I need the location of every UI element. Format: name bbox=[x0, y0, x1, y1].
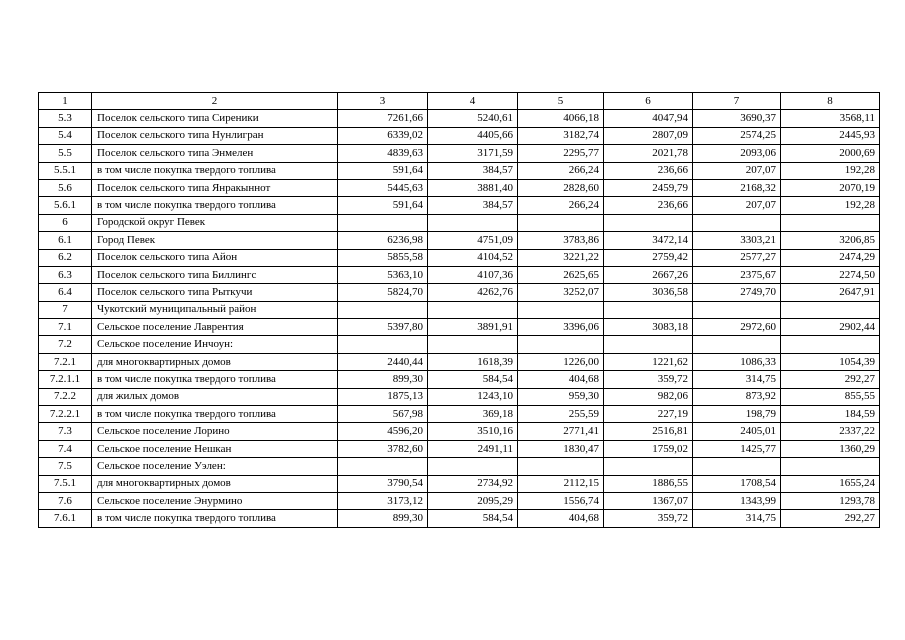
value-cell: 2168,32 bbox=[693, 179, 781, 196]
value-cell: 3783,86 bbox=[518, 232, 604, 249]
table-body bbox=[39, 93, 880, 528]
row-number: 6.2 bbox=[39, 249, 92, 266]
row-name: Поселок сельского типа Айон bbox=[92, 249, 338, 266]
value-cell: 1243,10 bbox=[428, 388, 518, 405]
row-name: Сельское поселение Энурмино bbox=[92, 492, 338, 509]
value-cell bbox=[604, 458, 693, 475]
value-cell: 2734,92 bbox=[428, 475, 518, 492]
value-cell bbox=[781, 458, 880, 475]
value-cell bbox=[428, 214, 518, 231]
value-cell: 2667,26 bbox=[604, 266, 693, 283]
document-sheet bbox=[38, 92, 879, 528]
value-cell: 873,92 bbox=[693, 388, 781, 405]
row-name: Сельское поселение Лаврентия bbox=[92, 319, 338, 336]
value-cell: 404,68 bbox=[518, 510, 604, 527]
row-name: Поселок сельского типа Энмелен bbox=[92, 145, 338, 162]
value-cell: 2828,60 bbox=[518, 179, 604, 196]
value-cell: 1618,39 bbox=[428, 353, 518, 370]
value-cell: 2459,79 bbox=[604, 179, 693, 196]
row-number: 7.2.1 bbox=[39, 353, 92, 370]
value-cell: 3568,11 bbox=[781, 110, 880, 127]
value-cell: 3221,22 bbox=[518, 249, 604, 266]
value-cell: 1655,24 bbox=[781, 475, 880, 492]
value-cell: 2749,70 bbox=[693, 284, 781, 301]
row-number: 7.6.1 bbox=[39, 510, 92, 527]
table-row bbox=[39, 371, 880, 388]
value-cell: 2577,27 bbox=[693, 249, 781, 266]
value-cell: 4839,63 bbox=[338, 145, 428, 162]
value-cell: 1086,33 bbox=[693, 353, 781, 370]
value-cell: 2474,29 bbox=[781, 249, 880, 266]
row-name: Сельское поселение Инчоун: bbox=[92, 336, 338, 353]
value-cell bbox=[693, 301, 781, 318]
value-cell: 2491,11 bbox=[428, 440, 518, 457]
value-cell: 1759,02 bbox=[604, 440, 693, 457]
value-cell: 384,57 bbox=[428, 197, 518, 214]
table-row bbox=[39, 353, 880, 370]
value-cell bbox=[338, 336, 428, 353]
value-cell: 2375,67 bbox=[693, 266, 781, 283]
value-cell: 2647,91 bbox=[781, 284, 880, 301]
row-number: 6.4 bbox=[39, 284, 92, 301]
value-cell: 5363,10 bbox=[338, 266, 428, 283]
value-cell: 2574,25 bbox=[693, 127, 781, 144]
value-cell: 4751,09 bbox=[428, 232, 518, 249]
value-cell: 3782,60 bbox=[338, 440, 428, 457]
row-number: 7.1 bbox=[39, 319, 92, 336]
value-cell: 2445,93 bbox=[781, 127, 880, 144]
row-name: Поселок сельского типа Биллингс bbox=[92, 266, 338, 283]
value-cell: 2902,44 bbox=[781, 319, 880, 336]
value-cell: 198,79 bbox=[693, 406, 781, 423]
table-row bbox=[39, 266, 880, 283]
value-cell: 1221,62 bbox=[604, 353, 693, 370]
row-number: 5.6 bbox=[39, 179, 92, 196]
value-cell: 236,66 bbox=[604, 197, 693, 214]
value-cell: 584,54 bbox=[428, 371, 518, 388]
value-cell: 2440,44 bbox=[338, 353, 428, 370]
value-cell bbox=[428, 301, 518, 318]
table-row bbox=[39, 458, 880, 475]
value-cell bbox=[518, 214, 604, 231]
row-number: 7.2.1.1 bbox=[39, 371, 92, 388]
row-number: 5.4 bbox=[39, 127, 92, 144]
value-cell: 404,68 bbox=[518, 371, 604, 388]
value-cell bbox=[781, 301, 880, 318]
value-cell: 567,98 bbox=[338, 406, 428, 423]
row-number: 7.5.1 bbox=[39, 475, 92, 492]
value-cell bbox=[518, 301, 604, 318]
value-cell: 899,30 bbox=[338, 371, 428, 388]
row-number: 7.2.2.1 bbox=[39, 406, 92, 423]
value-cell: 2095,29 bbox=[428, 492, 518, 509]
row-name: Город Певек bbox=[92, 232, 338, 249]
value-cell: 2000,69 bbox=[781, 145, 880, 162]
value-cell bbox=[518, 336, 604, 353]
value-cell: 855,55 bbox=[781, 388, 880, 405]
row-name: для многоквартирных домов bbox=[92, 475, 338, 492]
row-name: Поселок сельского типа Янракыннот bbox=[92, 179, 338, 196]
value-cell bbox=[338, 214, 428, 231]
table-row bbox=[39, 440, 880, 457]
row-number: 7.4 bbox=[39, 440, 92, 457]
value-cell: 959,30 bbox=[518, 388, 604, 405]
value-cell: 5445,63 bbox=[338, 179, 428, 196]
value-cell bbox=[693, 458, 781, 475]
value-cell: 899,30 bbox=[338, 510, 428, 527]
value-cell bbox=[693, 214, 781, 231]
column-number: 7 bbox=[693, 93, 781, 110]
column-number: 3 bbox=[338, 93, 428, 110]
value-cell: 2972,60 bbox=[693, 319, 781, 336]
value-cell: 314,75 bbox=[693, 371, 781, 388]
value-cell: 5240,61 bbox=[428, 110, 518, 127]
row-name: Поселок сельского типа Нунлигран bbox=[92, 127, 338, 144]
value-cell: 3690,37 bbox=[693, 110, 781, 127]
value-cell: 5855,58 bbox=[338, 249, 428, 266]
row-name: для жилых домов bbox=[92, 388, 338, 405]
column-number: 6 bbox=[604, 93, 693, 110]
row-number: 6 bbox=[39, 214, 92, 231]
value-cell: 3036,58 bbox=[604, 284, 693, 301]
value-cell: 292,27 bbox=[781, 371, 880, 388]
value-cell: 369,18 bbox=[428, 406, 518, 423]
value-cell: 359,72 bbox=[604, 371, 693, 388]
row-name: в том числе покупка твердого топлива bbox=[92, 510, 338, 527]
value-cell: 591,64 bbox=[338, 197, 428, 214]
column-number: 5 bbox=[518, 93, 604, 110]
value-cell: 3252,07 bbox=[518, 284, 604, 301]
value-cell: 2337,22 bbox=[781, 423, 880, 440]
value-cell: 1226,00 bbox=[518, 353, 604, 370]
table-row bbox=[39, 284, 880, 301]
value-cell: 3206,85 bbox=[781, 232, 880, 249]
value-cell bbox=[428, 336, 518, 353]
value-cell: 7261,66 bbox=[338, 110, 428, 127]
table-row bbox=[39, 249, 880, 266]
row-name: в том числе покупка твердого топлива bbox=[92, 162, 338, 179]
value-cell: 255,59 bbox=[518, 406, 604, 423]
row-number: 6.1 bbox=[39, 232, 92, 249]
value-cell: 982,06 bbox=[604, 388, 693, 405]
tariff-table bbox=[38, 92, 880, 528]
table-row bbox=[39, 406, 880, 423]
value-cell: 207,07 bbox=[693, 197, 781, 214]
value-cell: 3173,12 bbox=[338, 492, 428, 509]
value-cell: 2112,15 bbox=[518, 475, 604, 492]
value-cell: 2759,42 bbox=[604, 249, 693, 266]
row-number: 5.3 bbox=[39, 110, 92, 127]
table-row bbox=[39, 388, 880, 405]
value-cell: 292,27 bbox=[781, 510, 880, 527]
row-name: Сельское поселение Нешкан bbox=[92, 440, 338, 457]
value-cell bbox=[604, 336, 693, 353]
column-number: 2 bbox=[92, 93, 338, 110]
value-cell bbox=[693, 336, 781, 353]
row-name: Городской округ Певек bbox=[92, 214, 338, 231]
value-cell: 384,57 bbox=[428, 162, 518, 179]
value-cell: 184,59 bbox=[781, 406, 880, 423]
table-row bbox=[39, 232, 880, 249]
value-cell: 266,24 bbox=[518, 162, 604, 179]
value-cell bbox=[604, 214, 693, 231]
value-cell: 1875,13 bbox=[338, 388, 428, 405]
value-cell: 2070,19 bbox=[781, 179, 880, 196]
row-name: Сельское поселение Уэлен: bbox=[92, 458, 338, 475]
value-cell: 207,07 bbox=[693, 162, 781, 179]
value-cell: 266,24 bbox=[518, 197, 604, 214]
value-cell: 3881,40 bbox=[428, 179, 518, 196]
table-row bbox=[39, 127, 880, 144]
value-cell: 2021,78 bbox=[604, 145, 693, 162]
value-cell: 314,75 bbox=[693, 510, 781, 527]
table-row bbox=[39, 197, 880, 214]
column-number: 8 bbox=[781, 93, 880, 110]
value-cell: 3790,54 bbox=[338, 475, 428, 492]
row-number: 7.5 bbox=[39, 458, 92, 475]
value-cell bbox=[604, 301, 693, 318]
value-cell: 2405,01 bbox=[693, 423, 781, 440]
value-cell bbox=[518, 458, 604, 475]
value-cell: 4596,20 bbox=[338, 423, 428, 440]
value-cell: 4047,94 bbox=[604, 110, 693, 127]
table-row bbox=[39, 492, 880, 509]
value-cell: 2516,81 bbox=[604, 423, 693, 440]
value-cell: 3182,74 bbox=[518, 127, 604, 144]
row-number: 7.2.2 bbox=[39, 388, 92, 405]
value-cell bbox=[338, 301, 428, 318]
value-cell: 1886,55 bbox=[604, 475, 693, 492]
row-name: Поселок сельского типа Рыткучи bbox=[92, 284, 338, 301]
column-number: 4 bbox=[428, 93, 518, 110]
value-cell: 227,19 bbox=[604, 406, 693, 423]
row-number: 7 bbox=[39, 301, 92, 318]
value-cell: 236,66 bbox=[604, 162, 693, 179]
table-row bbox=[39, 510, 880, 527]
value-cell: 3396,06 bbox=[518, 319, 604, 336]
row-name: для многоквартирных домов bbox=[92, 353, 338, 370]
column-number: 1 bbox=[39, 93, 92, 110]
row-number: 5.5 bbox=[39, 145, 92, 162]
value-cell: 2093,06 bbox=[693, 145, 781, 162]
row-name: Чукотский муниципальный район bbox=[92, 301, 338, 318]
value-cell: 6236,98 bbox=[338, 232, 428, 249]
row-number: 7.6 bbox=[39, 492, 92, 509]
value-cell: 3083,18 bbox=[604, 319, 693, 336]
value-cell: 4104,52 bbox=[428, 249, 518, 266]
row-name: в том числе покупка твердого топлива bbox=[92, 371, 338, 388]
table-row bbox=[39, 423, 880, 440]
value-cell: 591,64 bbox=[338, 162, 428, 179]
value-cell bbox=[428, 458, 518, 475]
value-cell: 1830,47 bbox=[518, 440, 604, 457]
value-cell: 192,28 bbox=[781, 197, 880, 214]
value-cell: 4066,18 bbox=[518, 110, 604, 127]
value-cell: 2771,41 bbox=[518, 423, 604, 440]
value-cell: 4405,66 bbox=[428, 127, 518, 144]
value-cell: 2274,50 bbox=[781, 266, 880, 283]
value-cell: 3472,14 bbox=[604, 232, 693, 249]
row-number: 5.6.1 bbox=[39, 197, 92, 214]
value-cell: 5824,70 bbox=[338, 284, 428, 301]
row-number: 6.3 bbox=[39, 266, 92, 283]
value-cell bbox=[781, 214, 880, 231]
value-cell: 2295,77 bbox=[518, 145, 604, 162]
value-cell: 1054,39 bbox=[781, 353, 880, 370]
row-name: в том числе покупка твердого топлива bbox=[92, 406, 338, 423]
table-row bbox=[39, 162, 880, 179]
value-cell bbox=[338, 458, 428, 475]
value-cell: 1293,78 bbox=[781, 492, 880, 509]
table-row bbox=[39, 110, 880, 127]
value-cell: 359,72 bbox=[604, 510, 693, 527]
value-cell: 1367,07 bbox=[604, 492, 693, 509]
value-cell: 1556,74 bbox=[518, 492, 604, 509]
column-number-row bbox=[39, 93, 880, 110]
table-row bbox=[39, 301, 880, 318]
row-name: Поселок сельского типа Сиреники bbox=[92, 110, 338, 127]
row-number: 7.3 bbox=[39, 423, 92, 440]
value-cell: 3891,91 bbox=[428, 319, 518, 336]
table-row bbox=[39, 319, 880, 336]
value-cell: 5397,80 bbox=[338, 319, 428, 336]
table-row bbox=[39, 179, 880, 196]
row-number: 7.2 bbox=[39, 336, 92, 353]
row-name: Сельское поселение Лорино bbox=[92, 423, 338, 440]
value-cell: 4262,76 bbox=[428, 284, 518, 301]
row-number: 5.5.1 bbox=[39, 162, 92, 179]
table-row bbox=[39, 336, 880, 353]
value-cell: 2807,09 bbox=[604, 127, 693, 144]
value-cell: 584,54 bbox=[428, 510, 518, 527]
table-row bbox=[39, 475, 880, 492]
value-cell: 2625,65 bbox=[518, 266, 604, 283]
value-cell: 1425,77 bbox=[693, 440, 781, 457]
value-cell: 1708,54 bbox=[693, 475, 781, 492]
table-row bbox=[39, 214, 880, 231]
value-cell: 1360,29 bbox=[781, 440, 880, 457]
value-cell: 192,28 bbox=[781, 162, 880, 179]
value-cell: 1343,99 bbox=[693, 492, 781, 509]
value-cell: 6339,02 bbox=[338, 127, 428, 144]
value-cell: 4107,36 bbox=[428, 266, 518, 283]
row-name: в том числе покупка твердого топлива bbox=[92, 197, 338, 214]
value-cell: 3171,59 bbox=[428, 145, 518, 162]
value-cell bbox=[781, 336, 880, 353]
table-row bbox=[39, 145, 880, 162]
value-cell: 3510,16 bbox=[428, 423, 518, 440]
value-cell: 3303,21 bbox=[693, 232, 781, 249]
